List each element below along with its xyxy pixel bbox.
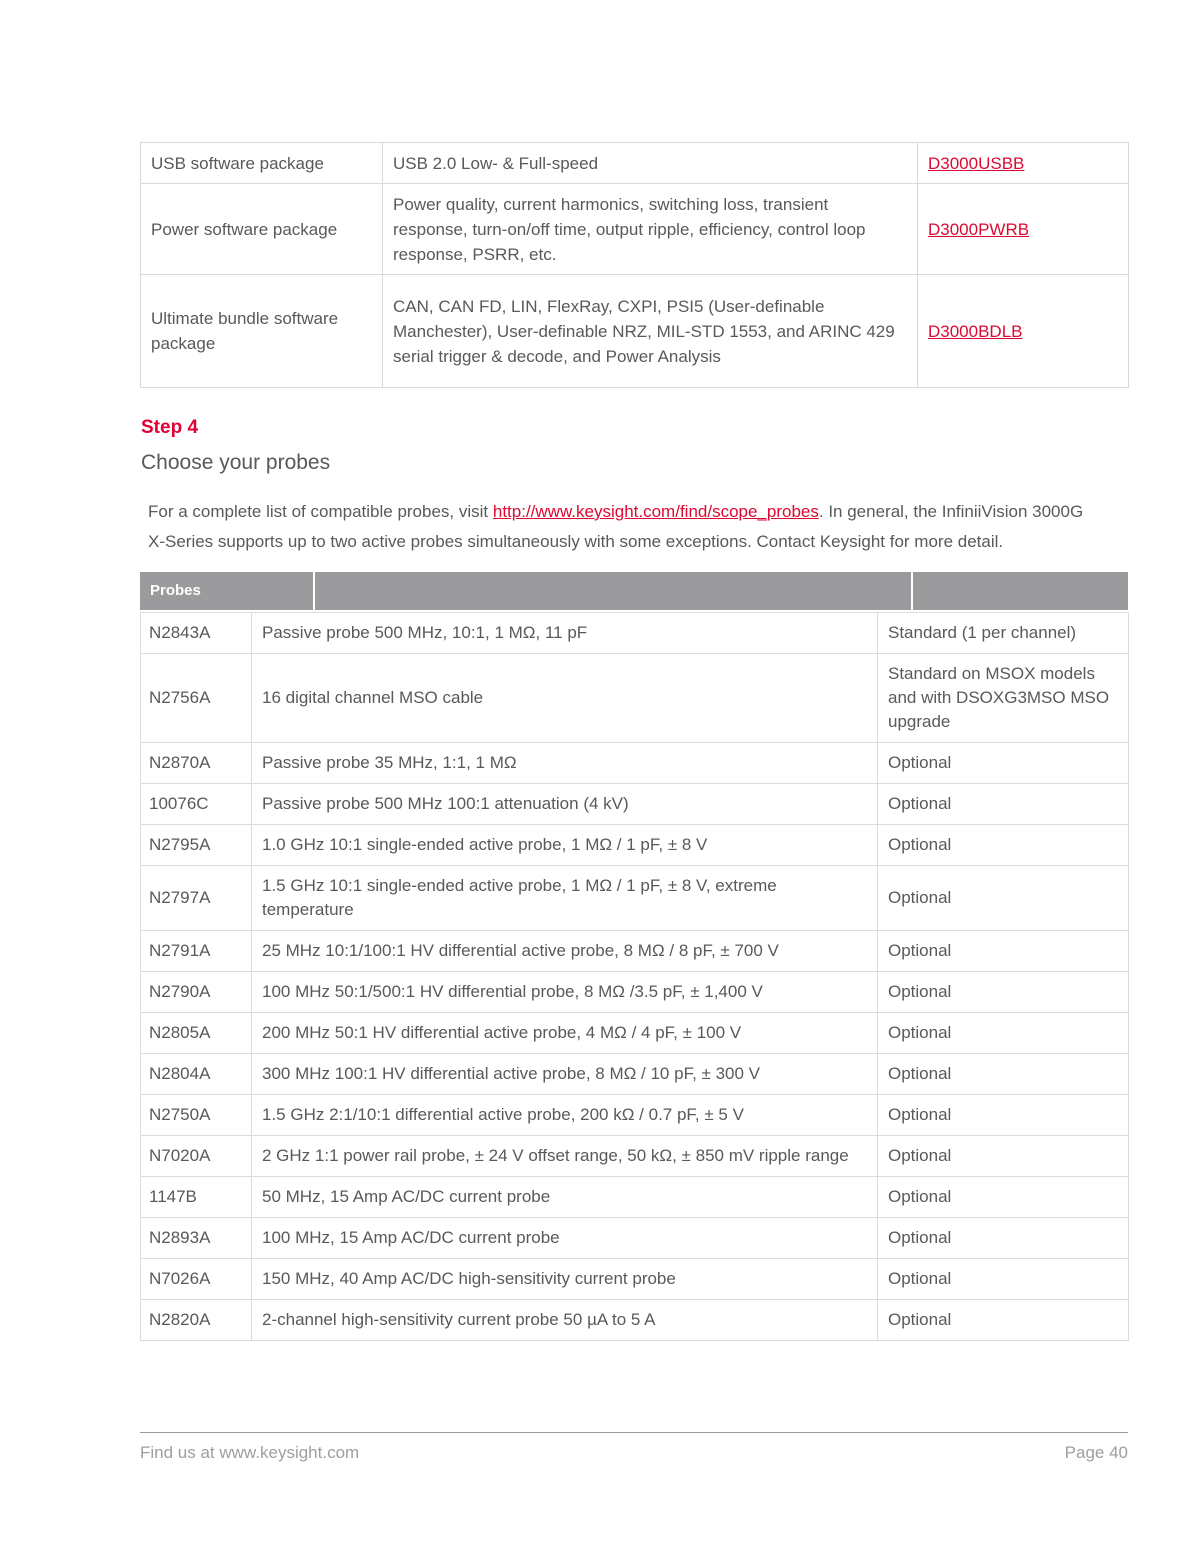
probe-model: N2756A — [141, 654, 252, 743]
probe-availability: Optional — [878, 1013, 1129, 1054]
probe-description: 16 digital channel MSO cable — [252, 654, 878, 743]
probe-availability: Optional — [878, 1218, 1129, 1259]
software-package-description: CAN, CAN FD, LIN, FlexRay, CXPI, PSI5 (User-definable Manchester), User-definable NRZ, MIL-STD 1553, and ARINC 429 serial trigger & decode, and Power Analysis — [383, 275, 918, 388]
probe-availability: Optional — [878, 866, 1129, 931]
probe-availability: Optional — [878, 743, 1129, 784]
table-row — [141, 1177, 1129, 1218]
software-model-link[interactable]: D3000USBB — [928, 153, 1025, 173]
software-package-name: Power software package — [141, 184, 383, 275]
probe-model: N2795A — [141, 825, 252, 866]
intro-paragraph — [148, 497, 1088, 557]
probe-description: Passive probe 500 MHz, 10:1, 1 MΩ, 11 pF — [252, 613, 878, 654]
table-row — [141, 1013, 1129, 1054]
software-model-cell — [918, 275, 1129, 388]
software-model-link[interactable]: D3000PWRB — [928, 219, 1030, 239]
page-number: Page 40 — [1064, 1443, 1128, 1462]
table-row — [141, 1259, 1129, 1300]
probe-description: 1.5 GHz 10:1 single-ended active probe, 1 MΩ / 1 pF, ± 8 V, extreme temperature — [252, 866, 878, 931]
probe-description: 50 MHz, 15 Amp AC/DC current probe — [252, 1177, 878, 1218]
probe-model: N2820A — [141, 1300, 252, 1341]
software-package-name: Ultimate bundle software package — [141, 275, 383, 388]
scope-probes-link[interactable]: http://www.keysight.com/find/scope_probes — [492, 502, 819, 521]
table-row — [141, 654, 1129, 743]
probe-availability: Standard on MSOX models and with DSOXG3MSO MSO upgrade — [878, 654, 1129, 743]
probe-description: 2-channel high-sensitivity current probe 50 µA to 5 A — [252, 1300, 878, 1341]
section-subheading: Choose your probes — [141, 451, 331, 474]
software-packages-table — [140, 142, 1129, 388]
probe-model: N2750A — [141, 1095, 252, 1136]
probe-availability: Optional — [878, 1177, 1129, 1218]
table-row — [141, 143, 1129, 184]
table-row — [141, 743, 1129, 784]
table-row — [141, 784, 1129, 825]
probe-availability: Optional — [878, 1300, 1129, 1341]
probe-description: Passive probe 500 MHz 100:1 attenuation (4 kV) — [252, 784, 878, 825]
probe-description: 1.5 GHz 2:1/10:1 differential active probe, 200 kΩ / 0.7 pF, ± 5 V — [252, 1095, 878, 1136]
probes-header-cell — [913, 572, 1128, 610]
probe-description: 150 MHz, 40 Amp AC/DC high-sensitivity current probe — [252, 1259, 878, 1300]
probe-model: N2790A — [141, 972, 252, 1013]
probes-header-cell — [140, 572, 313, 610]
table-row — [141, 184, 1129, 275]
probe-description: 100 MHz 50:1/500:1 HV differential probe, 8 MΩ /3.5 pF, ± 1,400 V — [252, 972, 878, 1013]
probes-table — [140, 612, 1129, 1341]
probe-availability: Optional — [878, 1054, 1129, 1095]
table-row — [141, 825, 1129, 866]
software-model-cell — [918, 143, 1129, 184]
probe-model: N2804A — [141, 1054, 252, 1095]
step-heading: Step 4 — [141, 417, 199, 438]
probe-model: N7020A — [141, 1136, 252, 1177]
software-model-cell — [918, 184, 1129, 275]
intro-text-after: . In general, the InfiniiVision 3000G X-Series supports up to two active probes simultaneously with some exceptions. Contact Keysight for more detail. — [148, 502, 1084, 551]
probe-availability: Optional — [878, 1095, 1129, 1136]
probe-availability: Optional — [878, 1136, 1129, 1177]
probe-description: 2 GHz 1:1 power rail probe, ± 24 V offset range, 50 kΩ, ± 850 mV ripple range — [252, 1136, 878, 1177]
probe-description: 200 MHz 50:1 HV differential active probe, 4 MΩ / 4 pF, ± 100 V — [252, 1013, 878, 1054]
software-package-description: USB 2.0 Low- & Full-speed — [383, 143, 918, 184]
page-content — [140, 142, 1128, 1341]
probe-model: 1147B — [141, 1177, 252, 1218]
table-row — [141, 972, 1129, 1013]
software-model-link[interactable]: D3000BDLB — [928, 321, 1023, 341]
probe-description: Passive probe 35 MHz, 1:1, 1 MΩ — [252, 743, 878, 784]
probe-availability: Standard (1 per channel) — [878, 613, 1129, 654]
probe-availability: Optional — [878, 931, 1129, 972]
table-row — [141, 866, 1129, 931]
table-row — [141, 931, 1129, 972]
probe-availability: Optional — [878, 825, 1129, 866]
probe-model: N2843A — [141, 613, 252, 654]
table-row — [141, 1300, 1129, 1341]
probe-availability: Optional — [878, 784, 1129, 825]
probes-header-label: Probes — [150, 582, 201, 599]
probes-header-cell — [315, 572, 911, 610]
probe-model: N2791A — [141, 931, 252, 972]
table-row — [141, 613, 1129, 654]
probes-table-header — [140, 572, 1128, 610]
table-row — [141, 275, 1129, 388]
probe-description: 300 MHz 100:1 HV differential active probe, 8 MΩ / 10 pF, ± 300 V — [252, 1054, 878, 1095]
table-row — [141, 1054, 1129, 1095]
probe-availability: Optional — [878, 1259, 1129, 1300]
probe-description: 25 MHz 10:1/100:1 HV differential active probe, 8 MΩ / 8 pF, ± 700 V — [252, 931, 878, 972]
software-package-name: USB software package — [141, 143, 383, 184]
probe-model: N2805A — [141, 1013, 252, 1054]
probe-model: N7026A — [141, 1259, 252, 1300]
footer-left-text: Find us at www.keysight.com — [140, 1443, 360, 1462]
probe-description: 100 MHz, 15 Amp AC/DC current probe — [252, 1218, 878, 1259]
probe-model: 10076C — [141, 784, 252, 825]
probe-availability: Optional — [878, 972, 1129, 1013]
probe-description: 1.0 GHz 10:1 single-ended active probe, 1 MΩ / 1 pF, ± 8 V — [252, 825, 878, 866]
probe-model: N2797A — [141, 866, 252, 931]
intro-text-before: For a complete list of compatible probes, visit — [148, 502, 493, 521]
software-package-description: Power quality, current harmonics, switching loss, transient response, turn-on/off time, output ripple, efficiency, control loop response, PSRR, etc. — [383, 184, 918, 275]
probe-model: N2870A — [141, 743, 252, 784]
table-row — [141, 1218, 1129, 1259]
probe-model: N2893A — [141, 1218, 252, 1259]
table-row — [141, 1095, 1129, 1136]
page-footer — [140, 1432, 1128, 1463]
table-row — [141, 1136, 1129, 1177]
